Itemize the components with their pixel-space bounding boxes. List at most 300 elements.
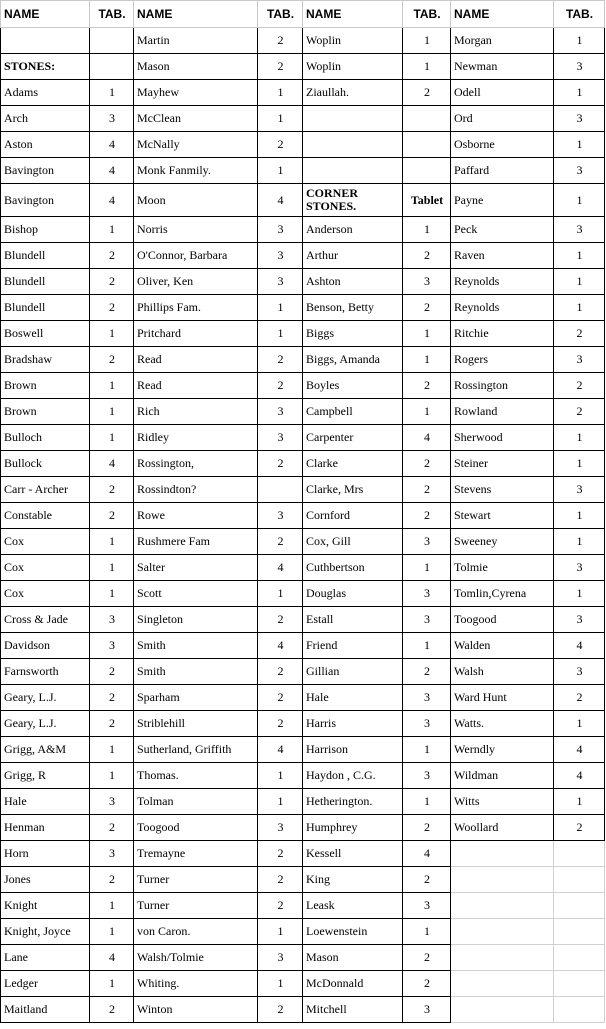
name-cell: Bulloch bbox=[1, 425, 90, 451]
tab-cell: 2 bbox=[403, 971, 451, 997]
table-row bbox=[1, 711, 605, 737]
name-cell: McClean bbox=[134, 106, 258, 132]
name-cell: Cox bbox=[1, 555, 90, 581]
name-cell: Moon bbox=[134, 184, 258, 217]
name-cell: Cuthbertson bbox=[303, 555, 403, 581]
table-row bbox=[1, 789, 605, 815]
tab-cell: 4 bbox=[403, 425, 451, 451]
name-cell: Witts bbox=[451, 789, 554, 815]
tab-cell: 2 bbox=[403, 815, 451, 841]
name-cell: Mason bbox=[303, 945, 403, 971]
tab-cell: 2 bbox=[258, 132, 303, 158]
table-row bbox=[1, 106, 605, 132]
tab-cell: 2 bbox=[258, 54, 303, 80]
tab-cell: 1 bbox=[90, 971, 134, 997]
name-cell: Ord bbox=[451, 106, 554, 132]
tab-cell: 1 bbox=[554, 789, 605, 815]
name-cell: Rowland bbox=[451, 399, 554, 425]
name-cell: Blundell bbox=[1, 295, 90, 321]
tab-cell bbox=[90, 28, 134, 54]
tab-cell: 2 bbox=[90, 347, 134, 373]
name-cell: Watts. bbox=[451, 711, 554, 737]
name-cell: Rowe bbox=[134, 503, 258, 529]
name-cell: Mitchell bbox=[303, 997, 403, 1023]
table-row bbox=[1, 945, 605, 971]
name-cell: Biggs, Amanda bbox=[303, 347, 403, 373]
name-cell: Reynolds bbox=[451, 269, 554, 295]
name-cell: Mayhew bbox=[134, 80, 258, 106]
name-cell bbox=[303, 158, 403, 184]
tab-cell: 4 bbox=[90, 184, 134, 217]
name-cell: Estall bbox=[303, 607, 403, 633]
tab-cell: 4 bbox=[90, 132, 134, 158]
name-cell: Benson, Betty bbox=[303, 295, 403, 321]
name-header: NAME bbox=[1, 1, 90, 28]
tab-cell: 3 bbox=[258, 945, 303, 971]
tab-cell: 1 bbox=[258, 158, 303, 184]
name-cell: Read bbox=[134, 347, 258, 373]
name-cell: Mason bbox=[134, 54, 258, 80]
name-cell: Ritchie bbox=[451, 321, 554, 347]
name-cell: Payne bbox=[451, 184, 554, 217]
name-cell: Aston bbox=[1, 132, 90, 158]
tab-cell: 1 bbox=[554, 269, 605, 295]
table-row bbox=[1, 184, 605, 217]
tab-cell: 1 bbox=[554, 295, 605, 321]
tab-cell: 4 bbox=[554, 633, 605, 659]
tab-cell: 2 bbox=[90, 685, 134, 711]
name-cell bbox=[451, 919, 554, 945]
name-cell: Grigg, R bbox=[1, 763, 90, 789]
tab-cell: 2 bbox=[90, 815, 134, 841]
tab-cell: 2 bbox=[403, 659, 451, 685]
name-cell: Maitland bbox=[1, 997, 90, 1023]
tab-cell: 1 bbox=[554, 529, 605, 555]
tab-cell: 2 bbox=[554, 399, 605, 425]
tab-cell: 1 bbox=[258, 581, 303, 607]
tab-cell: 1 bbox=[403, 321, 451, 347]
name-cell: Bishop bbox=[1, 217, 90, 243]
table-row bbox=[1, 555, 605, 581]
tab-cell: 1 bbox=[90, 737, 134, 763]
tab-header: TAB. bbox=[554, 1, 605, 28]
name-cell: Campbell bbox=[303, 399, 403, 425]
tab-cell: 2 bbox=[258, 841, 303, 867]
name-cell: Rossindton? bbox=[134, 477, 258, 503]
tab-cell: 1 bbox=[90, 373, 134, 399]
tab-cell: 2 bbox=[258, 867, 303, 893]
table-row bbox=[1, 529, 605, 555]
name-cell: Clarke bbox=[303, 451, 403, 477]
name-cell: Horn bbox=[1, 841, 90, 867]
table-body bbox=[1, 28, 605, 1023]
name-cell: Bradshaw bbox=[1, 347, 90, 373]
table-row bbox=[1, 217, 605, 243]
tab-cell: 3 bbox=[403, 581, 451, 607]
name-cell: Rogers bbox=[451, 347, 554, 373]
name-cell: O'Connor, Barbara bbox=[134, 243, 258, 269]
tab-cell: 3 bbox=[554, 477, 605, 503]
name-cell: Rossington bbox=[451, 373, 554, 399]
tab-cell: 3 bbox=[258, 815, 303, 841]
name-cell: Smith bbox=[134, 633, 258, 659]
tab-cell: 3 bbox=[403, 269, 451, 295]
name-cell: Salter bbox=[134, 555, 258, 581]
name-cell: Ridley bbox=[134, 425, 258, 451]
name-cell: McDonnald bbox=[303, 971, 403, 997]
name-cell: Constable bbox=[1, 503, 90, 529]
tab-cell: 2 bbox=[403, 477, 451, 503]
name-cell: Geary, L.J. bbox=[1, 685, 90, 711]
tab-cell: 2 bbox=[403, 867, 451, 893]
name-cell: Singleton bbox=[134, 607, 258, 633]
tab-cell: 1 bbox=[554, 711, 605, 737]
tab-cell: 3 bbox=[554, 54, 605, 80]
name-cell bbox=[451, 867, 554, 893]
tab-cell: 2 bbox=[258, 997, 303, 1023]
name-cell: Paffard bbox=[451, 158, 554, 184]
name-cell: Kessell bbox=[303, 841, 403, 867]
tab-cell: 2 bbox=[258, 607, 303, 633]
tab-cell: 1 bbox=[90, 80, 134, 106]
tab-cell: 4 bbox=[90, 945, 134, 971]
tab-cell: 1 bbox=[258, 321, 303, 347]
name-cell: Norris bbox=[134, 217, 258, 243]
name-cell: Sherwood bbox=[451, 425, 554, 451]
tab-cell: 2 bbox=[90, 295, 134, 321]
name-cell: Tremayne bbox=[134, 841, 258, 867]
name-cell: Biggs bbox=[303, 321, 403, 347]
name-cell: Hetherington. bbox=[303, 789, 403, 815]
tab-cell: 3 bbox=[403, 763, 451, 789]
tab-cell: 1 bbox=[258, 80, 303, 106]
name-cell: Harrison bbox=[303, 737, 403, 763]
tab-header: TAB. bbox=[258, 1, 303, 28]
name-cell: Steiner bbox=[451, 451, 554, 477]
tab-cell: 3 bbox=[258, 243, 303, 269]
name-cell: von Caron. bbox=[134, 919, 258, 945]
tab-cell: 3 bbox=[403, 529, 451, 555]
name-cell: Martin bbox=[134, 28, 258, 54]
name-cell: Blundell bbox=[1, 269, 90, 295]
name-cell: Rushmere Fam bbox=[134, 529, 258, 555]
table-row bbox=[1, 737, 605, 763]
tab-cell bbox=[403, 132, 451, 158]
name-header: NAME bbox=[134, 1, 258, 28]
table-row bbox=[1, 321, 605, 347]
table-row bbox=[1, 867, 605, 893]
name-cell: Reynolds bbox=[451, 295, 554, 321]
table-row bbox=[1, 347, 605, 373]
tab-cell bbox=[90, 54, 134, 80]
tab-cell: 1 bbox=[554, 503, 605, 529]
name-cell: Smith bbox=[134, 659, 258, 685]
tab-cell: 2 bbox=[258, 659, 303, 685]
tab-cell: 4 bbox=[403, 841, 451, 867]
tab-cell: 1 bbox=[90, 893, 134, 919]
tab-cell: 1 bbox=[258, 106, 303, 132]
name-cell: Ziaullah. bbox=[303, 80, 403, 106]
name-cell bbox=[451, 971, 554, 997]
tab-cell: 1 bbox=[258, 789, 303, 815]
table-row bbox=[1, 815, 605, 841]
tab-cell: 1 bbox=[554, 80, 605, 106]
tab-cell: 1 bbox=[554, 184, 605, 217]
table-row bbox=[1, 54, 605, 80]
tab-cell bbox=[554, 841, 605, 867]
tab-cell bbox=[554, 867, 605, 893]
tab-cell: 3 bbox=[90, 789, 134, 815]
table-row bbox=[1, 451, 605, 477]
tab-cell: 1 bbox=[403, 919, 451, 945]
name-cell: Peck bbox=[451, 217, 554, 243]
name-cell: Brown bbox=[1, 399, 90, 425]
tab-cell: 1 bbox=[403, 633, 451, 659]
tab-cell: 4 bbox=[554, 763, 605, 789]
tab-cell: 2 bbox=[258, 373, 303, 399]
tab-cell: 3 bbox=[554, 347, 605, 373]
tab-cell: Tablet bbox=[403, 184, 451, 217]
name-cell: Harris bbox=[303, 711, 403, 737]
name-cell: Morgan bbox=[451, 28, 554, 54]
table-row bbox=[1, 971, 605, 997]
tab-cell: 3 bbox=[403, 893, 451, 919]
name-cell: Odell bbox=[451, 80, 554, 106]
table-row bbox=[1, 659, 605, 685]
name-cell bbox=[1, 28, 90, 54]
name-cell: King bbox=[303, 867, 403, 893]
tab-cell: 2 bbox=[403, 451, 451, 477]
name-cell: Monk Fanmily. bbox=[134, 158, 258, 184]
table-row bbox=[1, 763, 605, 789]
tab-cell: 3 bbox=[554, 158, 605, 184]
tab-cell: 1 bbox=[403, 217, 451, 243]
tab-cell: 1 bbox=[90, 399, 134, 425]
tab-cell: 2 bbox=[403, 295, 451, 321]
name-cell: Sutherland, Griffith bbox=[134, 737, 258, 763]
tab-cell: 1 bbox=[90, 529, 134, 555]
name-cell: Woplin bbox=[303, 54, 403, 80]
tab-cell: 1 bbox=[554, 132, 605, 158]
name-cell: Tomlin,Cyrena bbox=[451, 581, 554, 607]
tab-cell: 2 bbox=[258, 893, 303, 919]
tab-cell: 3 bbox=[554, 106, 605, 132]
table-row bbox=[1, 477, 605, 503]
tab-cell: 2 bbox=[258, 685, 303, 711]
name-cell: Toogood bbox=[451, 607, 554, 633]
table-row bbox=[1, 28, 605, 54]
name-cell: Hale bbox=[1, 789, 90, 815]
name-cell: Walsh/Tolmie bbox=[134, 945, 258, 971]
name-cell: Woollard bbox=[451, 815, 554, 841]
name-cell: Knight, Joyce bbox=[1, 919, 90, 945]
tab-cell: 2 bbox=[403, 243, 451, 269]
tab-header: TAB. bbox=[90, 1, 134, 28]
name-cell: Walden bbox=[451, 633, 554, 659]
tab-cell: 4 bbox=[554, 737, 605, 763]
table-row bbox=[1, 399, 605, 425]
tab-cell: 3 bbox=[554, 607, 605, 633]
tab-cell: 4 bbox=[258, 633, 303, 659]
name-cell: Thomas. bbox=[134, 763, 258, 789]
name-cell: Geary, L.J. bbox=[1, 711, 90, 737]
tab-cell: 2 bbox=[90, 867, 134, 893]
name-cell: Whiting. bbox=[134, 971, 258, 997]
table-row bbox=[1, 425, 605, 451]
table-row bbox=[1, 581, 605, 607]
tab-cell: 4 bbox=[258, 555, 303, 581]
name-cell: Scott bbox=[134, 581, 258, 607]
name-cell: Grigg, A&M bbox=[1, 737, 90, 763]
tab-cell bbox=[403, 106, 451, 132]
name-cell: Farnsworth bbox=[1, 659, 90, 685]
tab-cell: 2 bbox=[258, 28, 303, 54]
name-cell: Rich bbox=[134, 399, 258, 425]
name-cell: Jones bbox=[1, 867, 90, 893]
tab-cell: 2 bbox=[258, 451, 303, 477]
tab-cell: 1 bbox=[403, 399, 451, 425]
tab-cell: 4 bbox=[258, 184, 303, 217]
name-cell: Carr - Archer bbox=[1, 477, 90, 503]
name-cell: Phillips Fam. bbox=[134, 295, 258, 321]
tab-cell: 2 bbox=[90, 659, 134, 685]
name-cell: Ashton bbox=[303, 269, 403, 295]
table-row bbox=[1, 269, 605, 295]
tab-cell: 1 bbox=[90, 321, 134, 347]
name-cell: Hale bbox=[303, 685, 403, 711]
tab-cell: 1 bbox=[554, 581, 605, 607]
tab-cell: 1 bbox=[403, 789, 451, 815]
table-row bbox=[1, 295, 605, 321]
tab-cell: 1 bbox=[554, 451, 605, 477]
name-cell: Anderson bbox=[303, 217, 403, 243]
tab-cell: 3 bbox=[554, 555, 605, 581]
table-row bbox=[1, 158, 605, 184]
name-cell: Sparham bbox=[134, 685, 258, 711]
name-cell: Bullock bbox=[1, 451, 90, 477]
tab-cell: 2 bbox=[90, 711, 134, 737]
tab-cell: 1 bbox=[90, 555, 134, 581]
tab-cell: 3 bbox=[258, 503, 303, 529]
tab-cell: 4 bbox=[90, 451, 134, 477]
table-row bbox=[1, 633, 605, 659]
name-cell bbox=[451, 945, 554, 971]
tab-cell: 2 bbox=[554, 321, 605, 347]
tab-cell: 1 bbox=[258, 763, 303, 789]
tab-cell: 2 bbox=[258, 529, 303, 555]
name-cell: Raven bbox=[451, 243, 554, 269]
name-cell: Carpenter bbox=[303, 425, 403, 451]
table-row bbox=[1, 132, 605, 158]
tab-cell: 2 bbox=[403, 945, 451, 971]
table-row bbox=[1, 919, 605, 945]
tab-cell: 1 bbox=[90, 919, 134, 945]
tab-cell: 2 bbox=[90, 243, 134, 269]
tab-cell: 3 bbox=[90, 607, 134, 633]
name-header: NAME bbox=[303, 1, 403, 28]
name-cell: McNally bbox=[134, 132, 258, 158]
name-cell: Tolmie bbox=[451, 555, 554, 581]
tab-cell: 1 bbox=[403, 737, 451, 763]
name-cell: Clarke, Mrs bbox=[303, 477, 403, 503]
table-row bbox=[1, 607, 605, 633]
table-row bbox=[1, 997, 605, 1023]
tab-cell: 3 bbox=[258, 269, 303, 295]
name-cell: Walsh bbox=[451, 659, 554, 685]
tab-cell: 1 bbox=[403, 28, 451, 54]
tab-cell: 3 bbox=[90, 633, 134, 659]
name-cell: Arthur bbox=[303, 243, 403, 269]
name-cell: Ward Hunt bbox=[451, 685, 554, 711]
tab-cell: 3 bbox=[554, 659, 605, 685]
name-cell: Brown bbox=[1, 373, 90, 399]
name-cell: Woplin bbox=[303, 28, 403, 54]
name-cell bbox=[451, 841, 554, 867]
name-cell: Cox bbox=[1, 529, 90, 555]
name-cell: Henman bbox=[1, 815, 90, 841]
tab-cell: 1 bbox=[258, 295, 303, 321]
name-cell: Cox bbox=[1, 581, 90, 607]
name-cell: Friend bbox=[303, 633, 403, 659]
tab-cell: 1 bbox=[90, 763, 134, 789]
name-cell: Ledger bbox=[1, 971, 90, 997]
name-cell: Pritchard bbox=[134, 321, 258, 347]
name-cell: Read bbox=[134, 373, 258, 399]
name-cell: Arch bbox=[1, 106, 90, 132]
tab-cell: 4 bbox=[258, 737, 303, 763]
tab-cell bbox=[554, 893, 605, 919]
tab-cell bbox=[258, 477, 303, 503]
tab-cell: 3 bbox=[90, 106, 134, 132]
name-cell: Cornford bbox=[303, 503, 403, 529]
name-cell: Werndly bbox=[451, 737, 554, 763]
tab-cell: 3 bbox=[554, 217, 605, 243]
tab-cell: 3 bbox=[403, 997, 451, 1023]
tab-cell: 3 bbox=[403, 685, 451, 711]
tab-cell bbox=[403, 158, 451, 184]
tab-cell: 3 bbox=[258, 425, 303, 451]
name-cell: Leask bbox=[303, 893, 403, 919]
name-cell: Adams bbox=[1, 80, 90, 106]
name-cell: Turner bbox=[134, 893, 258, 919]
table-row bbox=[1, 373, 605, 399]
name-cell bbox=[303, 106, 403, 132]
name-header: NAME bbox=[451, 1, 554, 28]
tab-cell: 1 bbox=[554, 243, 605, 269]
table-row bbox=[1, 685, 605, 711]
name-cell: Newman bbox=[451, 54, 554, 80]
name-cell: Knight bbox=[1, 893, 90, 919]
tab-cell: 2 bbox=[258, 347, 303, 373]
name-cell: CORNER STONES. bbox=[303, 184, 403, 217]
name-cell: Winton bbox=[134, 997, 258, 1023]
name-cell: Boswell bbox=[1, 321, 90, 347]
table-row bbox=[1, 841, 605, 867]
tab-cell: 2 bbox=[90, 477, 134, 503]
table-row bbox=[1, 503, 605, 529]
tab-cell: 1 bbox=[258, 971, 303, 997]
name-cell bbox=[451, 893, 554, 919]
tab-cell bbox=[554, 919, 605, 945]
table-row bbox=[1, 893, 605, 919]
table-row bbox=[1, 243, 605, 269]
tab-cell: 3 bbox=[90, 841, 134, 867]
tab-cell: 1 bbox=[403, 555, 451, 581]
name-cell: Striblehill bbox=[134, 711, 258, 737]
name-cell: Loewenstein bbox=[303, 919, 403, 945]
tab-cell: 3 bbox=[258, 399, 303, 425]
header-row bbox=[1, 1, 605, 28]
